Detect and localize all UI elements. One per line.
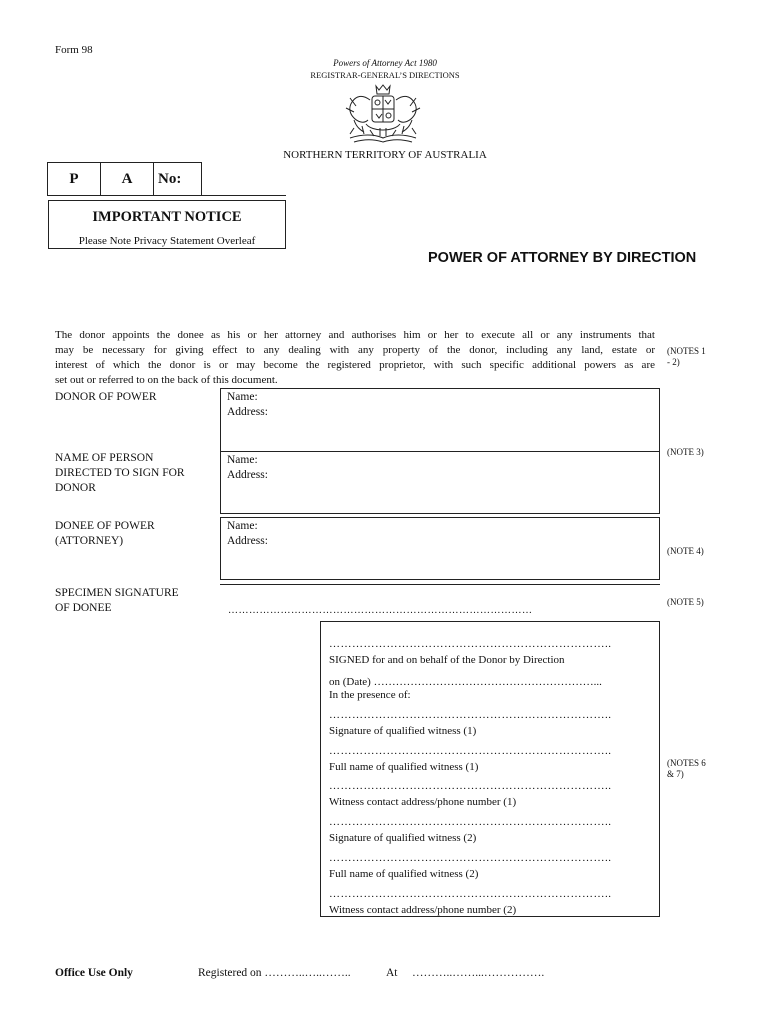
jurisdiction-heading: NORTHERN TERRITORY OF AUSTRALIA (283, 149, 487, 161)
at-field[interactable]: ………..……...……………. (412, 967, 545, 979)
witness1-name-line[interactable]: ……………………………………………………………….. (329, 745, 612, 757)
specimen-label (55, 586, 179, 616)
directed-address-label: Address: (227, 469, 268, 481)
signed-by-direction-text: SIGNED for and on behalf of the Donor by Direction (329, 654, 565, 666)
directed-field-box[interactable] (220, 451, 660, 514)
directed-label-line: DONOR (55, 482, 96, 494)
witness2-contact-line[interactable]: ……………………………………………………………….. (329, 888, 612, 900)
form-number: Form 98 (55, 44, 93, 56)
witness1-contact-line[interactable]: ……………………………………………………………….. (329, 780, 612, 792)
coat-of-arms-icon (340, 82, 426, 146)
donee-address-label: Address: (227, 535, 268, 547)
execution-box (320, 621, 660, 917)
pa-divider (153, 163, 154, 195)
pa-p-label: P (69, 171, 79, 187)
registered-on-field[interactable]: Registered on ………..…..…….. (198, 967, 351, 979)
directed-label-line: NAME OF PERSON (55, 452, 154, 464)
directions-heading: REGISTRAR-GENERAL’S DIRECTIONS (310, 70, 460, 80)
witness2-name-label: Full name of qualified witness (2) (329, 868, 479, 880)
specimen-label-line: SPECIMEN SIGNATURE (55, 587, 179, 599)
pa-number-line[interactable] (202, 195, 286, 196)
pa-a-label: A (121, 171, 133, 187)
important-notice-box (48, 200, 286, 249)
at-label: At (386, 967, 398, 979)
note-text: - 2) (667, 357, 680, 367)
note-text: (NOTES 6 (667, 758, 706, 768)
donee-label-line: (ATTORNEY) (55, 535, 124, 547)
witness1-contact-label: Witness contact address/phone number (1) (329, 796, 517, 808)
date-line[interactable]: on (Date) ……………………………………………………... (329, 676, 602, 688)
specimen-field-box[interactable] (220, 584, 660, 617)
presence-text: In the presence of: (329, 689, 411, 701)
intro-line: The donor appoints the donee as his or her attorney and authorises him or her to execute all or any instruments that (55, 329, 655, 341)
note-3: (NOTE 3) (667, 447, 704, 457)
donee-field-box[interactable] (220, 517, 660, 580)
donee-label-line: DONEE OF POWER (55, 520, 155, 532)
donor-field-box[interactable] (220, 388, 660, 452)
intro-line: may be necessary for giving effect to any dealing with any property of the donor, including any land, estate or (55, 344, 655, 356)
donor-label: DONOR OF POWER (55, 391, 157, 403)
intro-paragraph (55, 328, 655, 388)
witness2-contact-label: Witness contact address/phone number (2) (329, 904, 517, 916)
note-text: (NOTES 1 (667, 346, 706, 356)
intro-line: interest of which the donor is or may become the registered proprietor, with such specific additional powers as are (55, 359, 655, 371)
intro-line: set out or referred to on the back of this document. (55, 374, 278, 386)
specimen-signature-line[interactable]: …………………………………………………………………………… (228, 605, 533, 616)
donee-label (55, 519, 155, 549)
pa-number-label: No: (158, 171, 182, 187)
witness2-name-line[interactable]: ……………………………………………………………….. (329, 852, 612, 864)
notice-title: IMPORTANT NOTICE (92, 209, 242, 225)
witness2-signature-line[interactable]: ……………………………………………………………….. (329, 816, 612, 828)
note-6-7 (667, 758, 706, 780)
directed-label (55, 451, 185, 496)
witness1-signature-line[interactable]: ……………………………………………………………….. (329, 709, 612, 721)
notice-subtitle: Please Note Privacy Statement Overleaf (78, 235, 256, 247)
act-name: Powers of Attorney Act 1980 (333, 58, 437, 68)
office-use-label: Office Use Only (55, 967, 133, 979)
witness1-signature-label: Signature of qualified witness (1) (329, 725, 477, 737)
note-4: (NOTE 4) (667, 546, 704, 556)
directed-name-label: Name: (227, 454, 258, 466)
directed-label-line: DIRECTED TO SIGN FOR (55, 467, 185, 479)
specimen-label-line: OF DONEE (55, 602, 112, 614)
pa-number-box (47, 162, 202, 196)
donor-signature-line[interactable]: ……………………………………………………………….. (329, 638, 612, 650)
donee-name-label: Name: (227, 520, 258, 532)
witness2-signature-label: Signature of qualified witness (2) (329, 832, 477, 844)
note-5: (NOTE 5) (667, 597, 704, 607)
note-text: & 7) (667, 769, 684, 779)
donor-name-label: Name: (227, 391, 258, 403)
note-1-2 (667, 346, 706, 368)
document-title: POWER OF ATTORNEY BY DIRECTION (428, 250, 697, 266)
witness1-name-label: Full name of qualified witness (1) (329, 761, 479, 773)
donor-address-label: Address: (227, 406, 268, 418)
